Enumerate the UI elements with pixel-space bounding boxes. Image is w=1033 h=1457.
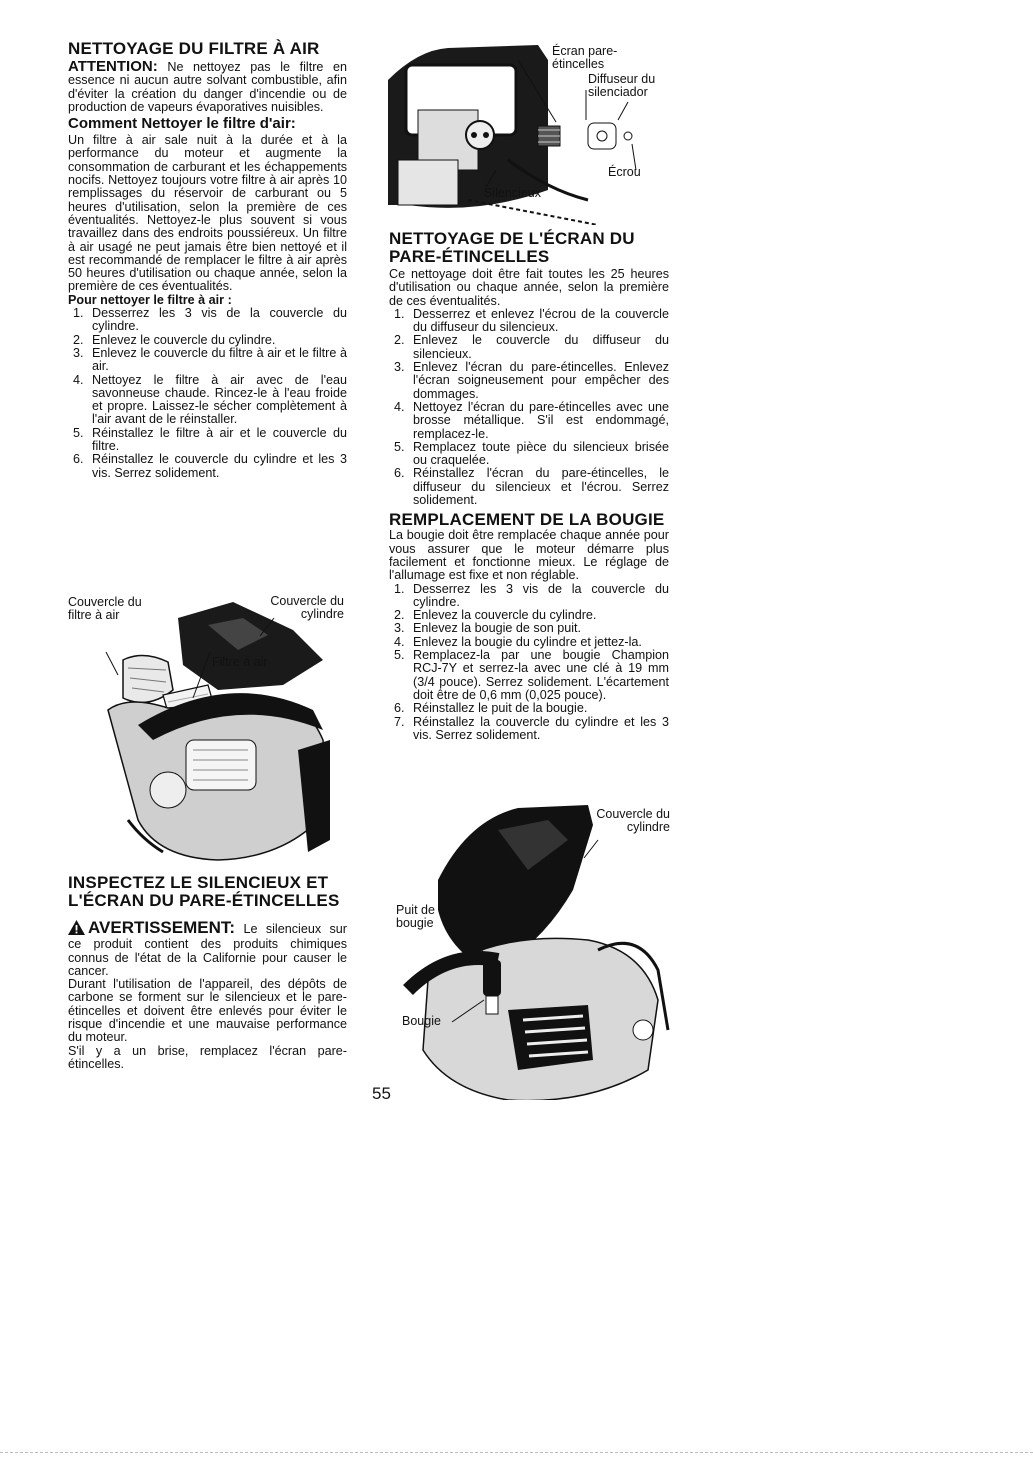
label-air-filter-cover: Couvercle du filtre à air: [68, 595, 142, 622]
list-item: 3. Enlevez le couvercle du filtre à air et le filtre à air.: [73, 345, 347, 374]
label-muffler: Silencieux: [484, 186, 541, 200]
label-nut: Écrou: [608, 165, 641, 179]
list-item: 2. Enlevez la couvercle du cylindre.: [394, 608, 597, 623]
heading-how-to-clean: Comment Nettoyer le filtre d'air:: [68, 115, 296, 133]
inspect-section: [68, 874, 347, 1071]
list-item: 6. Réinstallez le puit de la bougie.: [394, 701, 588, 716]
list-item: 1. Desserrez et enlevez l'écrou de la couvercle du diffuseur du silencieux.: [394, 306, 669, 335]
attention-paragraph: [68, 60, 347, 114]
warning-paragraph: [68, 920, 347, 978]
label-cylinder-cover: Couvercle du cylindre: [270, 594, 344, 621]
attention-text: Ne nettoyez pas le filtre en essence ni aucun autre solvant combustible, afin d'éviter la création du danger d'incendie ou de production de vapeurs évaporatives nuisibles.: [68, 60, 348, 114]
attention-lead: ATTENTION:: [68, 58, 158, 75]
list-item: 6. Réinstallez le couvercle du cylindre et les 3 vis. Serrez solidement.: [73, 452, 347, 480]
spark-arrester-figure: [388, 40, 678, 225]
air-filter-illustration: [68, 590, 348, 865]
subheading-clean-steps: Pour nettoyer le filtre à air :: [68, 292, 232, 307]
clean-steps-list: [68, 307, 347, 480]
air-filter-figure: [68, 590, 348, 865]
label-spark-plug: Bougie: [402, 1014, 441, 1028]
warning-lead: AVERTISSEMENT:: [88, 918, 236, 937]
list-item: 6. Réinstallez l'écran du pare-étincelles, le diffuseur du silencieux et l'écrou. Serrez solidement.: [394, 466, 669, 508]
warning-text: Le silencieux sur ce produit contient des produits chimiques connus de l'état de la Californie pour causer le cancer.: [68, 922, 347, 978]
label-air-filter: Filtre à air: [212, 655, 268, 669]
right-column: [389, 230, 669, 742]
inspect-paragraph-3: S'il y a un brise, remplacez l'écran pare-étincelles.: [68, 1043, 347, 1071]
plug-steps-list: [389, 583, 669, 743]
screen-steps-list: [389, 308, 669, 507]
list-item: 3. Enlevez la bougie de son puit.: [394, 621, 582, 636]
left-column: [68, 40, 347, 480]
heading-inspect-muffler: INSPECTEZ LE SILENCIEUX ET L'ÉCRAN DU PARE-ÉTINCELLES: [68, 873, 340, 910]
page-number: 55: [372, 1084, 391, 1103]
list-item: 4. Nettoyez l'écran du pare-étincelles avec une brosse métallique. S'il est endommagé, remplacez-le.: [394, 399, 669, 441]
heading-spark-plug: REMPLACEMENT DE LA BOUGIE: [389, 510, 665, 530]
label-cylinder-cover-2: Couvercle du cylindre: [596, 807, 670, 834]
list-item: 5. Remplacez toute pièce du silencieux brisée ou craquelée.: [394, 439, 669, 468]
label-muffler-diffuser: Diffuseur du silenciador: [588, 72, 656, 99]
list-item: 2. Enlevez le couvercle du diffuseur du silencieux.: [394, 333, 669, 361]
list-item: 4. Nettoyez le filtre à air avec de l'eau savonneuse chaude. Rincez-le à l'eau froide et propre. Laissez-le sécher complètement à l'air avant de le réinstaller.: [73, 372, 347, 427]
label-plug-well: Puit de la bougie: [396, 903, 449, 930]
label-spark-screen: Écran pare-étincelles: [552, 44, 618, 71]
page-edge-divider: [0, 1452, 1033, 1453]
list-item: 1. Desserrez les 3 vis de la couvercle du cylindre.: [394, 581, 669, 609]
list-item: 3. Enlevez l'écran du pare-étincelles. Enlevez l'écran soigneusement pour empêcher des dommages.: [394, 360, 669, 401]
spark-plug-illustration: [388, 800, 678, 1100]
list-item: 1. Desserrez les 3 vis de la couvercle du cylindre.: [73, 306, 347, 334]
list-item: 5. Réinstallez le filtre à air et le couvercle du filtre.: [73, 425, 347, 454]
inspect-paragraph-2: Durant l'utilisation de l'appareil, des dépôts de carbone se forment sur le silencieux et le pare-étincelles et doivent être enlevés pour éviter le risque d'incendie et une mauvaise performance du moteur.: [68, 977, 347, 1045]
how-to-clean-text: Un filtre à air sale nuit à la durée et à la performance du moteur et augmente la consommation de carburant et les échappements nocifs. Nettoyez toujours votre filtre à air après 10 remplissages du réservoir de carburant ou 5 heures d'utilisation, selon la première de ces éventualités. Nettoyez-le plus souvent si vous travaillez dans des endroits poussiéreux. Un filtre à air usagé ne peut jamais être bien nettoyé et il est recommandé de remplacer le filtre à air après 50 heures d'utilisation ou chaque année, selon la première de ces éventualités.: [68, 133, 347, 294]
list-item: 5. Remplacez-la par une bougie Champion RCJ-7Y et serrez-la avec une clé à 19 mm (3/4 pouce). Serrez solidement. L'écartement doit être de 0,6 mm (0,025 pouce).: [394, 648, 669, 702]
warning-icon: [68, 920, 85, 938]
heading-spark-screen: NETTOYAGE DE L'ÉCRAN DU PARE-ÉTINCELLES: [389, 229, 635, 266]
spark-screen-text: Ce nettoyage doit être fait toutes les 25 heures d'utilisation ou chaque année, selon la première de ces éventualités.: [389, 267, 669, 308]
list-item: 7. Réinstallez la couvercle du cylindre et les 3 vis. Serrez solidement.: [394, 714, 669, 742]
heading-air-filter: NETTOYAGE DU FILTRE À AIR: [68, 39, 320, 58]
list-item: 2. Enlevez le couvercle du cylindre.: [73, 332, 276, 347]
spark-plug-text: La bougie doit être remplacée chaque année pour vous assurer que le moteur démarre plus facilement et fonctionne mieux. Le réglage de l'allumage est fixe et non réglable.: [389, 528, 669, 583]
spark-plug-figure: [388, 800, 678, 1100]
list-item: 4. Enlevez la bougie du cylindre et jettez-la.: [394, 634, 642, 649]
